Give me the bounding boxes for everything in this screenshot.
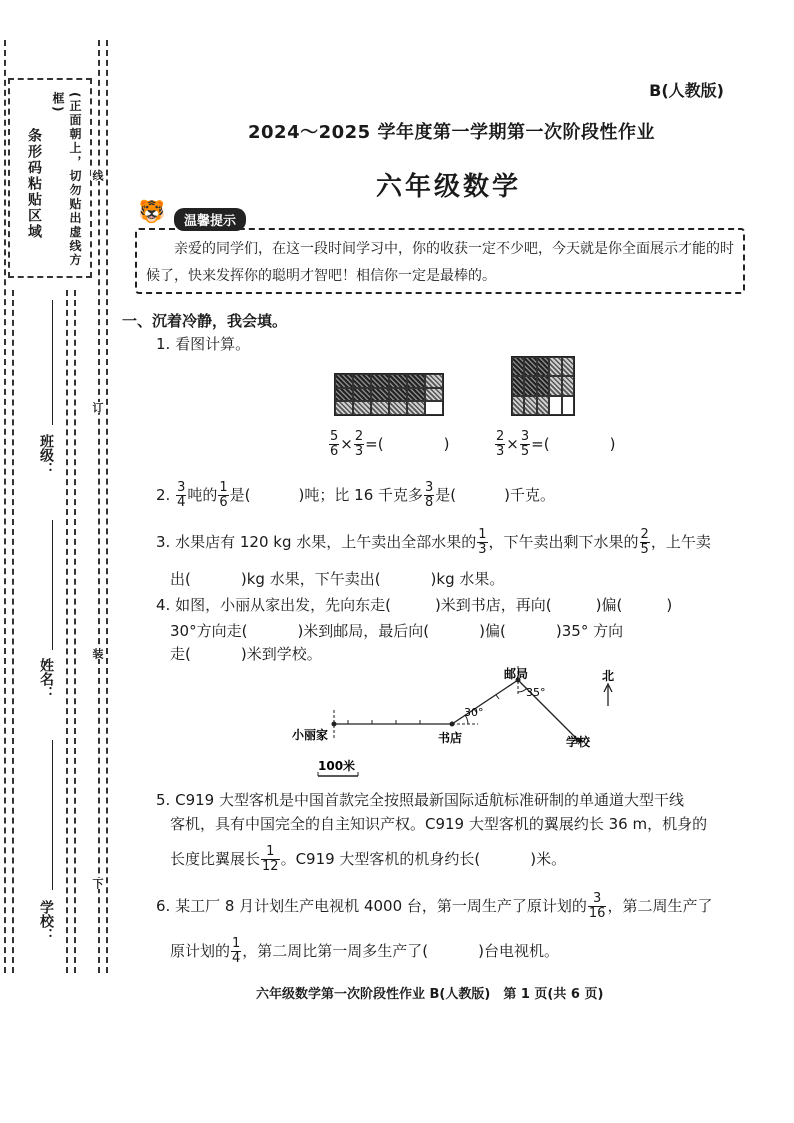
grid-cell <box>537 396 549 415</box>
question-number: 6. <box>156 897 171 915</box>
question-5-line-2: 客机，具有中国完全的自主知识产权。C919 大型客机的翼展约长 36 m，机身的 <box>170 815 708 833</box>
tick <box>496 695 499 699</box>
grid-cell <box>335 401 353 415</box>
fraction: $\frac{3}{4}$ <box>177 480 186 510</box>
fraction: $\frac{3}{8}$ <box>425 480 434 510</box>
grid-cell <box>425 401 443 415</box>
fraction-grid-1 <box>334 373 444 416</box>
cut-mark-bind: 装 <box>91 648 104 659</box>
fraction: $\frac{1}{6}$ <box>219 480 228 510</box>
grid-cell <box>537 357 549 376</box>
section-title: 一、沉着冷静，我会填。 <box>122 312 288 330</box>
school-label: 学校 <box>566 735 591 749</box>
dashed-rule <box>74 290 76 973</box>
grid-cell <box>389 401 407 415</box>
post-label: 邮局 <box>504 667 529 681</box>
question-text: 看图计算。 <box>175 335 251 353</box>
dashed-rule <box>12 290 14 973</box>
name-field[interactable] <box>52 520 53 650</box>
bookstore-point <box>450 722 455 727</box>
grid-cell <box>537 376 549 395</box>
question-number: 5. <box>156 791 171 809</box>
grid-cell <box>371 388 389 402</box>
question-3: 3. 水果店有 120 kg 水果，上午卖出全部水果的 $\frac{1}{3}$ ，下午卖出剩下水果的 $\frac{2}{5}$ ，上午卖 <box>156 527 711 557</box>
cut-line <box>106 40 108 973</box>
home-point <box>332 722 337 727</box>
fraction: $\frac{2}{5}$ <box>640 527 649 557</box>
grid-cell <box>389 374 407 388</box>
question-number: 2. <box>156 486 171 504</box>
tip-text: 亲爱的同学们，在这一段时间学习中，你的收获一定不少吧，今天就是你全面展示才能的时候了，快来发挥你的聪明才智吧！相信你一定是最棒的。 <box>146 241 734 284</box>
question-5: 5. C919 大型客机是中国首款完全按照最新国际适航标准研制的单通道大型干线 <box>156 791 684 809</box>
grid-cell <box>512 376 524 395</box>
route-bookstore-post <box>452 680 518 724</box>
grid-cell <box>562 357 574 376</box>
question-4-line-2: 30°方向走( )米到邮局，最后向( )偏( )35° 方向 <box>170 622 624 640</box>
question-3-line-2: 出( )kg 水果，下午卖出( )kg 水果。 <box>170 570 505 588</box>
fraction-grid-2 <box>511 356 575 416</box>
dashed-rule <box>4 40 6 973</box>
grid-cell <box>407 388 425 402</box>
grid-cell <box>549 376 561 395</box>
edition-label: B(人教版) <box>649 81 724 100</box>
question-6: 6. 某工厂 8 月计划生产电视机 4000 台，第一周生产了原计划的 $\frac{3}{16}$ ，第二周生产了 <box>156 891 713 921</box>
question-number: 4. <box>156 596 171 614</box>
fraction: $\frac{1}{3}$ <box>478 527 487 557</box>
question-1 <box>156 332 250 356</box>
grid-cell <box>371 374 389 388</box>
north-label: 北 <box>602 669 615 683</box>
grid-cell <box>353 401 371 415</box>
cut-mark-line: 线 <box>91 170 104 181</box>
grid-cell <box>425 374 443 388</box>
grid-cell <box>562 376 574 395</box>
grid-cell <box>562 396 574 415</box>
route-diagram <box>278 664 648 784</box>
grid-cell <box>512 396 524 415</box>
grid-cell <box>524 376 536 395</box>
grid-cell <box>407 401 425 415</box>
grid-cell <box>335 374 353 388</box>
grid-cell <box>407 374 425 388</box>
fraction: $\frac{1}{12}$ <box>262 844 279 874</box>
grid-cell <box>353 374 371 388</box>
angle-35-label: 35° <box>526 686 546 699</box>
page-footer: 六年级数学第一次阶段性作业 B(人教版) 第 1 页(共 6 页) <box>256 987 604 1002</box>
cut-mark-down: 下 <box>91 878 104 889</box>
equation-1: $\frac{5}{6}$ × $\frac{2}{3}$ =( ) <box>330 429 450 459</box>
cut-mark-order: 订 <box>91 402 104 413</box>
question-6-line-2: 原计划的 $\frac{1}{4}$ ，第二周比第一周多生产了( )台电视机。 <box>170 936 560 966</box>
tip-badge: 温馨提示 <box>174 208 246 231</box>
question-2: 2. $\frac{3}{4}$ 吨的 $\frac{1}{6}$ 是( )吨；比 16 千克多 $\frac{3}{8}$ 是( )千克。 <box>156 480 556 510</box>
grid-cell <box>389 388 407 402</box>
question-5-line-3: 长度比翼展长 $\frac{1}{12}$ 。C919 大型客机的机身约长( )米。 <box>170 844 567 874</box>
name-label: 姓名： <box>38 658 54 700</box>
grid-cell <box>371 401 389 415</box>
fraction: $\frac{3}{16}$ <box>588 891 606 921</box>
school-field[interactable] <box>52 740 53 890</box>
question-4: 4. 如图，小丽从家出发，先向东走( )米到书店，再向( )偏( ) <box>156 596 673 614</box>
fraction: $\frac{3}{5}$ <box>520 429 530 459</box>
fraction: $\frac{1}{4}$ <box>232 936 241 966</box>
home-label: 小丽家 <box>292 728 329 742</box>
barcode-label: 条形码粘贴区域 <box>26 128 42 240</box>
question-4-line-3: 走( )米到学校。 <box>170 645 322 663</box>
class-field[interactable] <box>52 300 53 425</box>
grid-cell <box>524 357 536 376</box>
barcode-area <box>8 78 92 278</box>
school-label: 学校： <box>38 900 54 942</box>
grid-cell <box>335 388 353 402</box>
class-label: 班级： <box>38 434 54 476</box>
subject-title: 六年级数学 <box>376 172 522 202</box>
grid-cell <box>549 396 561 415</box>
term-title: 2024～2025 学年度第一学期第一次阶段性作业 <box>248 122 655 143</box>
angle-30-label: 30° <box>464 706 484 719</box>
fraction: $\frac{2}{3}$ <box>496 429 505 459</box>
question-number: 3. <box>156 533 171 551</box>
dashed-rule <box>66 290 68 973</box>
binding-margin <box>0 0 125 1123</box>
grid-cell <box>524 396 536 415</box>
grid-cell <box>425 388 443 402</box>
bookstore-label: 书店 <box>438 731 463 745</box>
fraction: $\frac{5}{6}$ <box>330 429 339 459</box>
barcode-hint: (正面朝上，切勿贴出虚线方框) <box>51 92 82 268</box>
grid-cell <box>353 388 371 402</box>
grid-cell <box>549 357 561 376</box>
fraction: $\frac{2}{3}$ <box>354 429 364 459</box>
grid-cell <box>512 357 524 376</box>
question-number: 1. <box>156 335 171 353</box>
equation-2: $\frac{2}{3}$ × $\frac{3}{5}$ =( ) <box>496 429 616 459</box>
scale-label: 100米 <box>318 759 356 773</box>
mascot-icon: 🐯 <box>138 200 166 225</box>
